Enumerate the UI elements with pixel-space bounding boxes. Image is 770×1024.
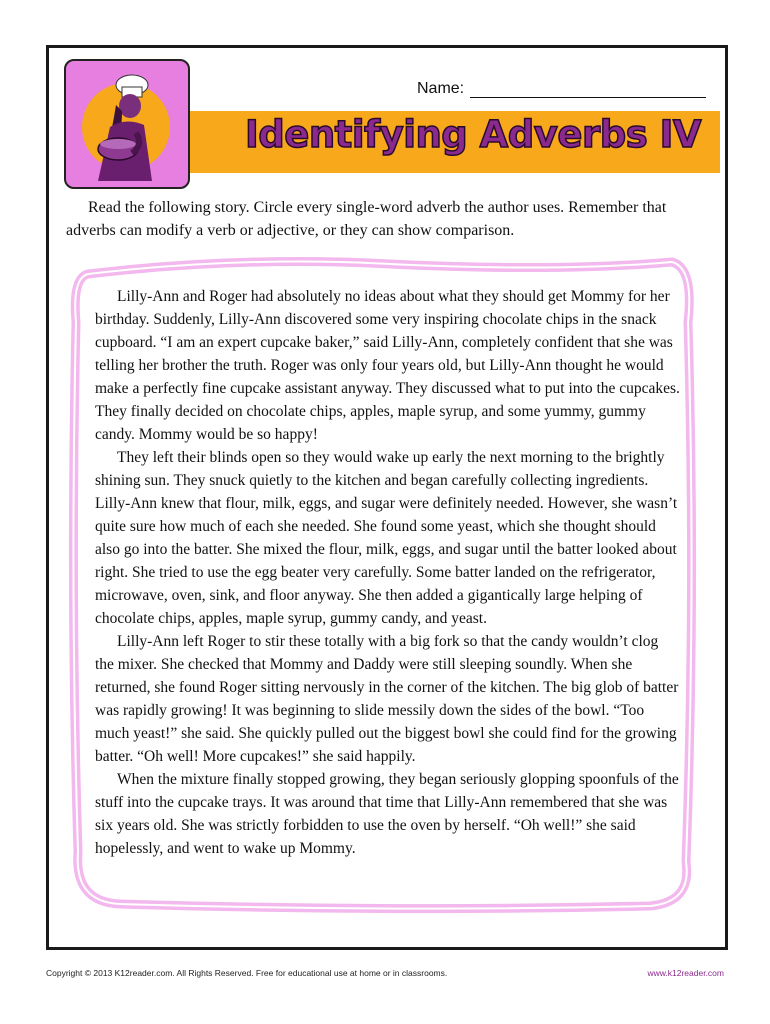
story-paragraph: When the mixture finally stopped growing, they began seriously glopping spoonfuls of the stuff into the cupcake trays. It was around that time that Lilly-Ann remembered that she was six years old. She was strictly forbidden to use the oven by herself. “Oh well!” she said hopelessly, and went to wake up Mommy. — [95, 771, 679, 857]
story-text — [95, 285, 681, 860]
copyright-text: Copyright © 2013 K12reader.com. All Rights Reserved. Free for educational use at home or in classrooms. — [46, 968, 448, 978]
name-label: Name: — [417, 80, 465, 97]
story-paragraph: They left their blinds open so they would wake up early the next morning to the brightly shining sun. They snuck quietly to the kitchen and began carefully collecting ingredients. Lilly-Ann knew that flour, milk, eggs, and sugar were definitely needed. However, she wasn’t quite sure how much of each she needed. She found some yeast, which she thought should also go into the batter. She mixed the flour, milk, eggs, and sugar until the batter looked about right. She tried to use the egg beater very carefully. Some batter landed on the refrigerator, microwave, oven, sink, and floor anyway. She then added a gigantically large helping of chocolate chips, apples, maple syrup, gummy candy, and yeast. — [95, 449, 678, 627]
story-paragraph: Lilly-Ann left Roger to stir these totally with a big fork so that the candy wouldn’t clog the mixer. She checked that Mommy and Daddy were still sleeping soundly. When she returned, she found Roger sitting nervously in the corner of the kitchen. The big glob of batter was rapidly growing! It was beginning to slide messily down the sides of the bowl. “Too much yeast!” she said. She quickly pulled out the biggest bowl she could find for the growing batter. “Oh well! More cupcakes!” she said happily. — [95, 633, 679, 765]
instructions: Read the following story. Circle every single-word adverb the author uses. Remember that adverbs can modify a verb or adjective, or they can show comparison. — [66, 199, 667, 239]
story-paragraph: Lilly-Ann and Roger had absolutely no ideas about what they should get Mommy for her birthday. Suddenly, Lilly-Ann discovered some very inspiring chocolate chips in the snack cupboard. “I am an expert cupcake baker,” said Lilly-Ann, completely confident that she was telling her brother the truth. Roger was only four years old, but Lilly-Ann thought he would make a perfectly fine cupcake assistant anyway. They discussed what to put into the cupcakes. They finally decided on chocolate chips, apples, maple syrup, and some yummy, gummy candy. Mommy would be so happy! — [95, 288, 680, 443]
worksheet-title: Identifying Adverbs IV — [245, 113, 702, 156]
name-field-line — [470, 97, 706, 98]
website-link[interactable]: www.k12reader.com — [647, 968, 724, 978]
chef-girl-icon — [64, 59, 190, 189]
